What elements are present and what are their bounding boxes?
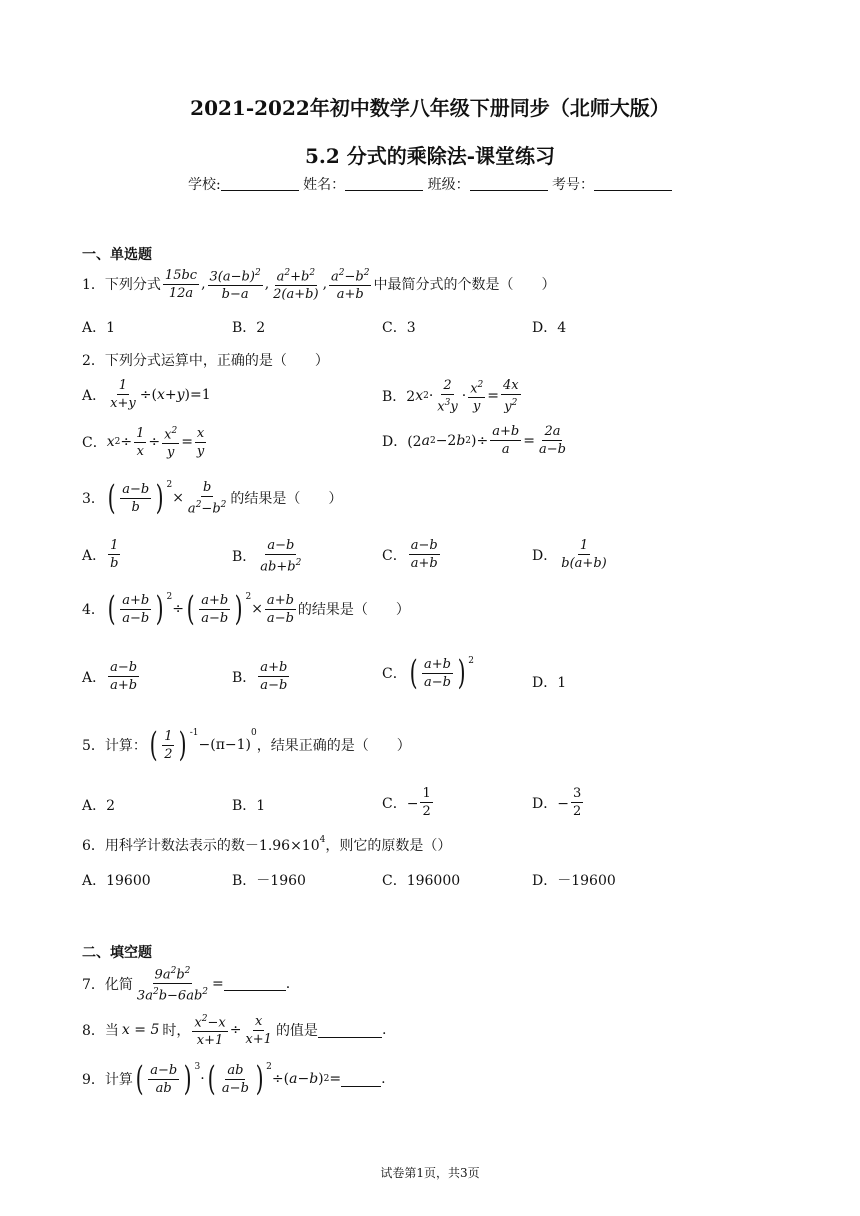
- q1-suffix: 中最简分式的个数是（ ）: [373, 277, 556, 294]
- q2-option-a: A． $\frac{1}{x+y}$ ÷( x + y )=1: [82, 378, 211, 411]
- school-label: 学校:: [187, 177, 221, 193]
- question-7: 7．化简 $\frac{9a^2b^2}{3a^2b-6ab^2}$ = .: [82, 966, 291, 1004]
- q1-fraction-3: $\frac{a^2+b^2}{2(a+b)}$: [273, 268, 319, 303]
- q1-option-c: C．3: [382, 320, 416, 336]
- question-8: 8．当 x = 5 时， $\frac{x^2-x}{x+1}$ ÷ $\frac{x}{x+1}$ 的值是 .: [82, 1013, 387, 1049]
- page-subtitle: 5.2 分式的乘除法-课堂练习: [304, 144, 556, 168]
- q6-option-d: D．－19600: [532, 873, 616, 889]
- exam-number-blank: [594, 176, 672, 191]
- class-label: 班级：: [427, 177, 470, 193]
- question-1: 1．下列分式 $\frac{15bc}{12a}$ , $\frac{3(a-b)^2}{b-a}$ , $\frac{a^2+b^2}{2(a+b)}$ , $\frac{a^2-b^2}{a+b}$ 中最简分式的个数是（ ）: [82, 267, 556, 303]
- q1-option-d: D．4: [532, 320, 567, 336]
- q2-option-d: D．(2 a 2 −2 b 2 )÷ $\frac{a+b}{a}$ = $\frac{2a}{a-b}$: [382, 424, 566, 457]
- q5-suffix: ，结果正确的是（ ）: [256, 738, 411, 754]
- page-title: 2021-2022年初中数学八年级下册同步（北师大版）: [190, 96, 670, 120]
- question-2: 2．下列分式运算中，正确的是（ ）: [82, 353, 329, 369]
- q4-option-c: C． ( $\frac{a+b}{a-b}$ ) $^2$: [382, 653, 474, 693]
- section-single-choice: 一、单选题: [82, 247, 152, 263]
- q6-option-c: C．196000: [382, 873, 461, 889]
- class-blank: [470, 176, 548, 191]
- page-footer: 试卷第1页，共3页: [380, 1166, 480, 1180]
- q4-option-d: D．1: [532, 675, 567, 691]
- student-info-line: [0, 174, 860, 194]
- name-label: 姓名：: [303, 177, 346, 193]
- q5-option-b: B．1: [232, 798, 266, 814]
- q3-option-a: A． $\frac{1}{b}$: [82, 538, 119, 571]
- q5-option-a: A．2: [82, 798, 116, 814]
- q4-option-b: B． $\frac{a+b}{a-b}$: [232, 660, 288, 693]
- q1-option-b: B．2: [232, 320, 266, 336]
- q3-option-b: B． $\frac{a-b}{ab+b^2}$: [232, 538, 302, 575]
- question-6: 6．用科学计数法表示的数－1.96×10 $^4$ ，则它的原数是（）: [82, 835, 452, 854]
- q1-fraction-2: $\frac{3(a-b)^2}{b-a}$: [209, 268, 261, 303]
- q5-option-d: D．− $\frac{3}{2}$: [532, 786, 582, 819]
- q3-option-d: D． $\frac{1}{b(a+b)}$: [532, 538, 607, 571]
- q4-option-a: A． $\frac{a-b}{a+b}$: [82, 660, 138, 693]
- q1-fraction-4: $\frac{a^2-b^2}{a+b}$: [331, 268, 370, 303]
- q2-option-c: C． x 2 ÷ $\frac{1}{x}$ ÷ $\frac{x^2}{y}$ = $\frac{x}{y}$: [82, 425, 205, 461]
- q5-option-c: C．− $\frac{1}{2}$: [382, 786, 431, 819]
- q6-option-a: A．19600: [82, 873, 151, 889]
- q1-prefix: 1．下列分式: [82, 277, 161, 294]
- section-fill-blank: 二、填空题: [82, 945, 152, 961]
- q8-answer-blank[interactable]: [318, 1023, 382, 1038]
- name-blank: [345, 176, 423, 191]
- q2-option-b: B．2 x 2 · $\frac{2}{x^3y}$ · $\frac{x^2}{y}$ = $\frac{4x}{y^2}$: [382, 378, 519, 415]
- q1-option-a: A．1: [82, 320, 116, 336]
- school-blank: [221, 176, 299, 191]
- q4-suffix: 的结果是（ ）: [297, 602, 410, 618]
- q7-answer-blank[interactable]: [224, 976, 286, 991]
- exam-number-label: 考号：: [552, 177, 595, 193]
- q6-option-b: B．－1960: [232, 873, 306, 889]
- q3-suffix: 的结果是（ ）: [230, 491, 343, 508]
- q5-prefix: 5．计算：: [82, 738, 147, 754]
- question-3: 3． ( $\frac{a-b}{b}$ ) $^2$ × $\frac{b}{a^2-b^2}$ 的结果是（ ）: [82, 478, 343, 519]
- question-5: 5．计算： ( $\frac{1}{2}$ ) $^{-1}$ −(π−1) 0 ，结果正确的是（ ）: [82, 725, 411, 765]
- question-4: 4． ( $\frac{a+b}{a-b}$ ) $^2$ ÷ ( $\frac{a+b}{a-b}$ ) $^2$ × $\frac{a+b}{a-b}$ 的结果是（ ）: [82, 589, 410, 629]
- q1-fraction-1: $\frac{15bc}{12a}$: [164, 267, 198, 301]
- question-9: 9．计算 ( $\frac{a-b}{ab}$ ) $^3$ · ( $\frac{ab}{a-b}$ ) $^2$ ÷( a − b ) 2 = .: [82, 1059, 386, 1099]
- q3-option-c: C． $\frac{a-b}{a+b}$: [382, 538, 438, 571]
- q9-answer-blank[interactable]: [341, 1072, 381, 1087]
